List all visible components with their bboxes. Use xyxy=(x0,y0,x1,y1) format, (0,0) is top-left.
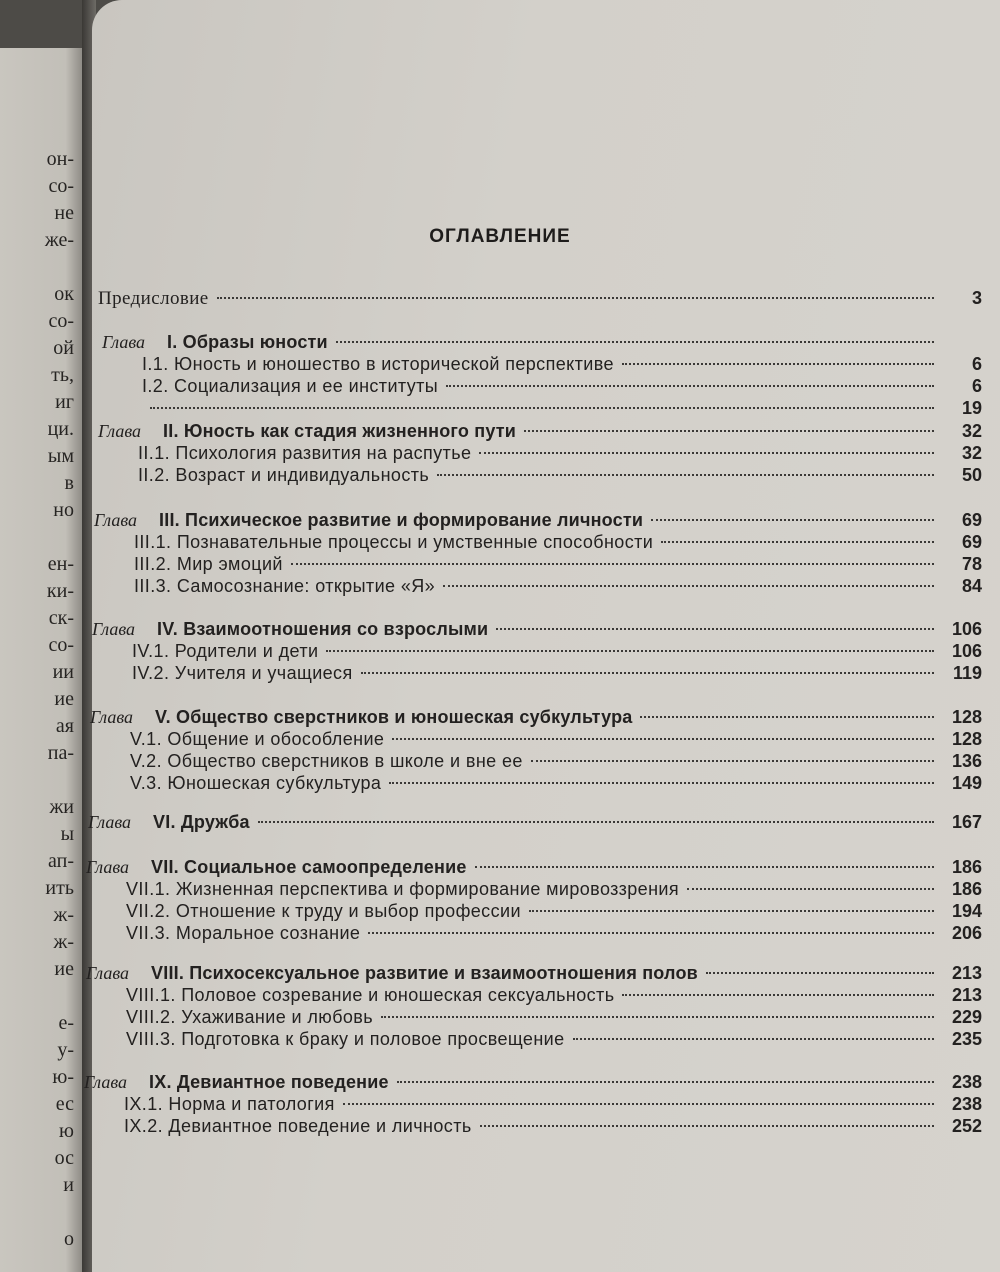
toc-glava-label: Глава xyxy=(90,707,134,727)
toc-chapter-title: V. Общество сверстников и юношеская субкультура xyxy=(155,707,633,727)
leader-dots xyxy=(531,760,934,762)
toc-section-title: VII.2. Отношение к труду и выбор профессии xyxy=(126,901,521,921)
toc-section-title: III.3. Самосознание: открытие «Я» xyxy=(134,576,436,596)
toc-page-number: 106 xyxy=(951,619,982,639)
left-page-text-fragment: ая xyxy=(55,715,74,737)
toc-page-number: 229 xyxy=(951,1007,982,1027)
left-page-text-fragment: па- xyxy=(47,742,74,764)
toc-chapter-title: VI. Дружба xyxy=(153,812,250,832)
left-page-text-fragment: со- xyxy=(48,175,74,197)
toc-page-number: 206 xyxy=(951,923,982,943)
left-page-text-fragment: ии xyxy=(52,661,74,683)
toc-page-number: 106 xyxy=(951,641,982,661)
toc-page-number: 84 xyxy=(961,576,982,596)
toc-chapter-row[interactable] xyxy=(88,812,982,836)
leader-dots xyxy=(437,474,934,476)
left-page-text-fragment: ки- xyxy=(46,580,74,602)
toc-page-number: 149 xyxy=(951,773,982,793)
leader-dots xyxy=(622,363,934,365)
toc-chapter-row[interactable] xyxy=(94,510,982,534)
left-page-text-fragment: ен- xyxy=(47,553,74,575)
left-page-text-fragment: е- xyxy=(58,1012,74,1034)
leader-dots xyxy=(529,910,934,912)
toc-section-row[interactable] xyxy=(134,554,982,578)
left-page-text-fragment: ым xyxy=(47,445,74,467)
toc-preface-row[interactable] xyxy=(98,288,982,312)
left-page-text-fragment: ой xyxy=(53,337,74,359)
left-page-text-fragment: же- xyxy=(44,229,74,251)
toc-page-number: 3 xyxy=(971,288,982,308)
right-page xyxy=(84,0,1000,1272)
left-page-text-fragment: ж- xyxy=(53,931,74,953)
leader-dots xyxy=(150,407,934,409)
toc-section-row[interactable] xyxy=(130,729,982,753)
left-page-text-fragment: не xyxy=(54,202,74,224)
toc-page-number: 194 xyxy=(951,901,982,921)
toc-page-number: 238 xyxy=(951,1094,982,1114)
toc-chapter-row[interactable] xyxy=(86,963,982,987)
toc-section-title: IX.2. Девиантное поведение и личность xyxy=(124,1116,472,1136)
toc-page-number: 50 xyxy=(961,465,982,485)
leader-dots xyxy=(661,541,934,543)
left-page-text-fragment: ж- xyxy=(53,904,74,926)
left-page-text-fragment: и xyxy=(63,1174,74,1196)
toc-title: ОГЛАВЛЕНИЕ xyxy=(429,226,571,247)
toc-section-title: I.1. Юность и юношество в исторической перспективе xyxy=(142,354,614,374)
toc-glava-label: Глава xyxy=(86,963,130,983)
toc-section-title: IV.1. Родители и дети xyxy=(132,641,319,661)
toc-page-number: 69 xyxy=(961,532,982,552)
left-page-text-fragment: ок xyxy=(54,283,74,305)
toc-section-row[interactable] xyxy=(130,773,982,797)
toc-page-number: 186 xyxy=(951,879,982,899)
left-page-text-fragment: ие xyxy=(54,688,74,710)
toc-preface-label: Предисловие xyxy=(98,288,209,309)
toc-section-title: III.1. Познавательные процессы и умственные способности xyxy=(134,532,654,552)
toc-chapter-title: II. Юность как стадия жизненного пути xyxy=(163,421,517,441)
leader-dots xyxy=(573,1038,934,1040)
toc-page-number: 6 xyxy=(971,354,982,374)
toc-page-number: 213 xyxy=(951,963,982,983)
toc-chapter-title: III. Психическое развитие и формирование личности xyxy=(159,510,644,530)
toc-chapter-row[interactable] xyxy=(98,421,982,445)
toc-section-title: III.2. Мир эмоций xyxy=(134,554,283,574)
left-page-text-fragment: ап- xyxy=(48,850,74,872)
leader-dots xyxy=(640,716,934,718)
toc-page-number: 19 xyxy=(961,398,982,418)
left-page-text-fragment: ю- xyxy=(52,1066,74,1088)
toc-page-number: 213 xyxy=(951,985,982,1005)
left-page-text-fragment: ие xyxy=(54,958,74,980)
leader-dots xyxy=(291,563,934,565)
toc-page-number: 69 xyxy=(961,510,982,530)
leader-dots xyxy=(524,430,934,432)
leader-dots xyxy=(475,866,934,868)
toc-section-row[interactable] xyxy=(138,465,982,489)
leader-dots xyxy=(446,385,934,387)
toc-section-title: V.2. Общество сверстников в школе и вне ее xyxy=(130,751,523,771)
toc-section-row[interactable] xyxy=(138,443,982,467)
toc-chapter-title: VII. Социальное самоопределение xyxy=(151,857,467,877)
toc-page-number: 186 xyxy=(951,857,982,877)
toc-page-number: 78 xyxy=(961,554,982,574)
toc-section-row[interactable] xyxy=(142,398,982,422)
toc-page-number: 119 xyxy=(952,663,982,683)
toc-section-row[interactable] xyxy=(134,532,982,556)
left-page-text-fragment: ы xyxy=(60,823,74,845)
toc-page-number: 32 xyxy=(961,421,982,441)
leader-dots xyxy=(368,932,934,934)
left-page-text-fragment: ю xyxy=(59,1120,74,1142)
left-page-text-fragment: ск- xyxy=(48,607,74,629)
toc-page-number: 238 xyxy=(951,1072,982,1092)
toc-section-row[interactable] xyxy=(134,576,982,600)
leader-dots xyxy=(687,888,934,890)
leader-dots xyxy=(217,297,934,299)
toc-glava-label: Глава xyxy=(94,510,138,530)
left-page-text-fragment: со- xyxy=(48,634,74,656)
left-page-text-fragment: о xyxy=(64,1228,74,1250)
toc-chapter-title: IX. Девиантное поведение xyxy=(149,1072,389,1092)
toc-chapter-title: VIII. Психосексуальное развитие и взаимоотношения полов xyxy=(151,963,698,983)
toc-glava-label: Глава xyxy=(88,812,132,832)
left-page-text-fragment: но xyxy=(53,499,74,521)
toc-section-row[interactable] xyxy=(132,641,982,665)
left-page-text-fragment: ци. xyxy=(47,418,74,440)
left-page-text-fragment: ес xyxy=(55,1093,74,1115)
left-page-text-fragment: у- xyxy=(57,1039,74,1061)
toc-section-title: VII.3. Моральное сознание xyxy=(126,923,361,943)
left-page xyxy=(0,48,82,1272)
toc-section-row[interactable] xyxy=(132,663,982,687)
toc-glava-label: Глава xyxy=(98,421,142,441)
toc-section-title: IX.1. Норма и патология xyxy=(124,1094,335,1114)
leader-dots xyxy=(651,519,934,521)
toc-section-row[interactable] xyxy=(124,1094,982,1118)
toc-section-title: VIII.1. Половое созревание и юношеская сексуальность xyxy=(126,985,615,1005)
toc-page-number: 6 xyxy=(971,376,982,396)
toc-page-number: 235 xyxy=(951,1029,982,1049)
left-page-text-fragment: ос xyxy=(54,1147,74,1169)
leader-dots xyxy=(361,672,934,674)
toc-page-number: 128 xyxy=(951,729,982,749)
left-page-text-fragment: он- xyxy=(46,148,74,170)
leader-dots xyxy=(326,650,934,652)
toc-chapter-title: I. Образы юности xyxy=(167,332,328,352)
toc-section-row[interactable] xyxy=(126,879,982,903)
toc-section-row[interactable] xyxy=(126,901,982,925)
toc-page-number: 128 xyxy=(951,707,982,727)
toc-glava-label: Глава xyxy=(86,857,130,877)
leader-dots xyxy=(392,738,934,740)
left-page-text-fragment: иг xyxy=(55,391,74,413)
toc-page-number: 32 xyxy=(961,443,982,463)
toc-section-title: II.1. Психология развития на распутье xyxy=(138,443,472,463)
toc-section-title: II.2. Возраст и индивидуальность xyxy=(138,465,430,485)
leader-dots xyxy=(381,1016,934,1018)
toc-chapter-row[interactable] xyxy=(90,707,982,731)
leader-dots xyxy=(343,1103,934,1105)
toc-section-row[interactable] xyxy=(126,1007,982,1031)
left-page-text-fragment: жи xyxy=(49,796,74,818)
leader-dots xyxy=(480,1125,934,1127)
left-page-text-fragment: со- xyxy=(48,310,74,332)
toc-chapter-row[interactable] xyxy=(86,857,982,881)
leader-dots xyxy=(479,452,934,454)
toc-page-number: 252 xyxy=(951,1116,982,1136)
toc-section-title: VIII.2. Ухаживание и любовь xyxy=(126,1007,374,1027)
toc-section-row[interactable] xyxy=(126,923,982,947)
toc-section-title: I.2. Социализация и ее институты xyxy=(142,376,439,396)
toc-section-row[interactable] xyxy=(130,751,982,775)
leader-dots xyxy=(258,821,934,823)
toc-page-number: 167 xyxy=(951,812,982,832)
toc-section-title: IV.2. Учителя и учащиеся xyxy=(132,663,353,683)
toc-section-title: VIII.3. Подготовка к браку и половое просвещение xyxy=(126,1029,565,1049)
toc-page-number: 136 xyxy=(951,751,982,771)
toc-section-row[interactable] xyxy=(142,354,982,378)
leader-dots xyxy=(622,994,934,996)
leader-dots xyxy=(336,341,934,343)
toc-section-title: VII.1. Жизненная перспектива и формирование мировоззрения xyxy=(126,879,680,899)
left-page-text-fragment: в xyxy=(64,472,74,494)
leader-dots xyxy=(706,972,934,974)
toc-chapter-row[interactable] xyxy=(102,332,982,356)
toc-section-title: V.3. Юношеская субкультура xyxy=(130,773,382,793)
leader-dots xyxy=(443,585,934,587)
toc-chapter-title: IV. Взаимоотношения со взрослыми xyxy=(157,619,489,639)
toc-section-title: V.1. Общение и обособление xyxy=(130,729,385,749)
leader-dots xyxy=(389,782,934,784)
toc-section-row[interactable] xyxy=(142,376,982,400)
toc-glava-label: Глава xyxy=(92,619,136,639)
toc-glava-label: Глава xyxy=(102,332,146,352)
leader-dots xyxy=(397,1081,934,1083)
toc-section-row[interactable] xyxy=(124,1116,982,1140)
left-page-text-fragment: ть, xyxy=(51,364,74,386)
toc-glava-label: Глава xyxy=(84,1072,128,1092)
toc-section-row[interactable] xyxy=(126,985,982,1009)
toc-chapter-row[interactable] xyxy=(92,619,982,643)
left-page-text-fragment: ить xyxy=(45,877,74,899)
leader-dots xyxy=(496,628,934,630)
toc-chapter-row[interactable] xyxy=(84,1072,982,1096)
toc-section-row[interactable] xyxy=(126,1029,982,1053)
